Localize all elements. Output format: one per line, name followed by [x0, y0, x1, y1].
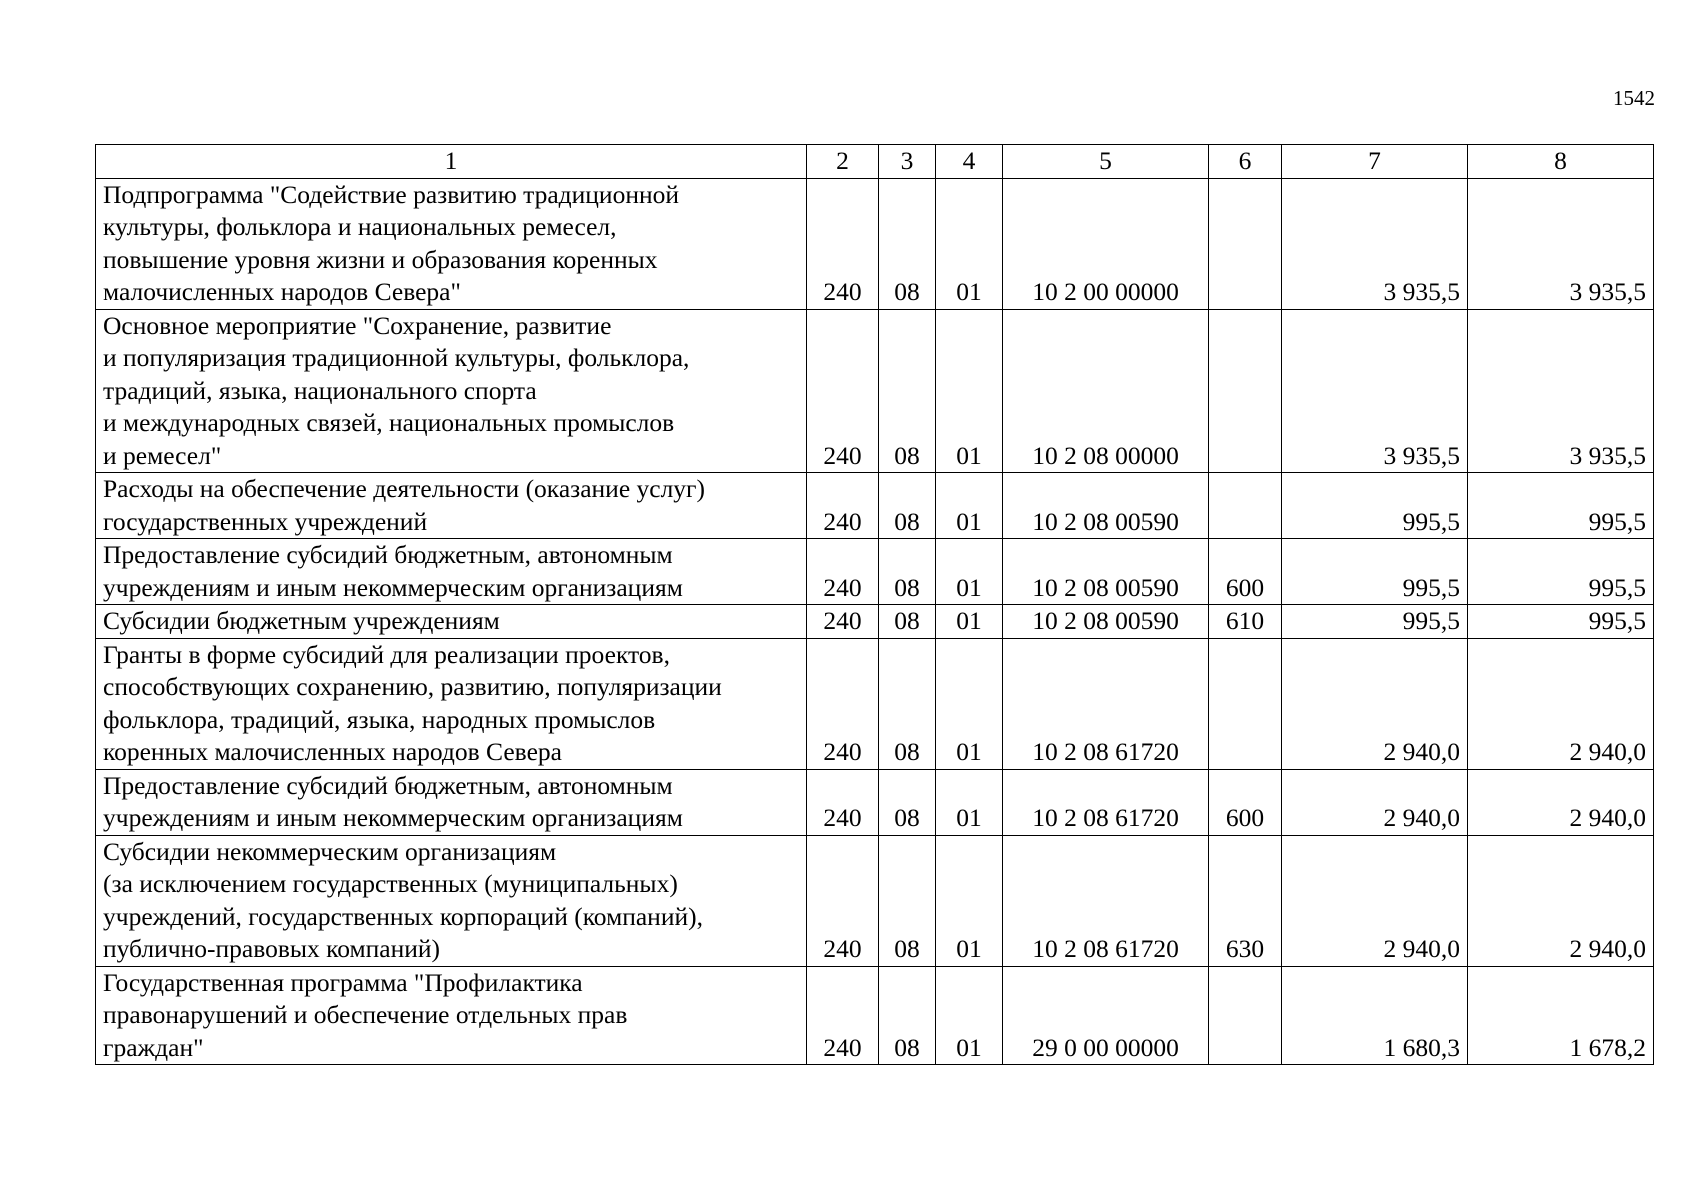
row-amount-7: 2 940,0 — [1282, 835, 1468, 966]
header-cell-col4: 4 — [936, 145, 1003, 179]
row-code-5: 10 2 08 00590 — [1003, 473, 1209, 539]
budget-table — [95, 144, 1654, 1065]
row-amount-8: 2 940,0 — [1468, 769, 1654, 835]
row-code-5: 10 2 08 61720 — [1003, 638, 1209, 769]
row-code-3: 08 — [879, 178, 936, 309]
row-name: Субсидии некоммерческим организациям (за исключением государственных (муниципальных) учреждений, государственных корпораций (компаний), публично-правовых компаний) — [96, 835, 807, 966]
row-code-3: 08 — [879, 966, 936, 1065]
row-code-2: 240 — [807, 835, 879, 966]
row-amount-7: 995,5 — [1282, 539, 1468, 605]
row-code-2: 240 — [807, 638, 879, 769]
row-code-2: 240 — [807, 539, 879, 605]
table-row — [96, 769, 1654, 835]
row-code-2: 240 — [807, 605, 879, 639]
row-code-4: 01 — [936, 835, 1003, 966]
row-code-6: 600 — [1209, 539, 1282, 605]
table-body — [96, 178, 1654, 1065]
row-name: Субсидии бюджетным учреждениям — [96, 605, 807, 639]
table-row — [96, 835, 1654, 966]
row-code-3: 08 — [879, 539, 936, 605]
row-amount-8: 995,5 — [1468, 605, 1654, 639]
row-amount-8: 3 935,5 — [1468, 309, 1654, 473]
row-amount-7: 995,5 — [1282, 605, 1468, 639]
row-name: Подпрограмма "Содействие развитию традиционной культуры, фольклора и национальных ремесел, повышение уровня жизни и образования коренных малочисленных народов Севера" — [96, 178, 807, 309]
row-code-4: 01 — [936, 178, 1003, 309]
row-amount-7: 995,5 — [1282, 473, 1468, 539]
header-cell-col1: 1 — [96, 145, 807, 179]
row-code-6: 600 — [1209, 769, 1282, 835]
row-code-5: 10 2 00 00000 — [1003, 178, 1209, 309]
header-cell-col3: 3 — [879, 145, 936, 179]
row-code-6 — [1209, 309, 1282, 473]
row-code-4: 01 — [936, 539, 1003, 605]
row-code-5: 29 0 00 00000 — [1003, 966, 1209, 1065]
table-row — [96, 605, 1654, 639]
row-amount-7: 2 940,0 — [1282, 638, 1468, 769]
table-header — [96, 145, 1654, 179]
table-row — [96, 473, 1654, 539]
row-name: Гранты в форме субсидий для реализации проектов, способствующих сохранению, развитию, популяризации фольклора, традиций, языка, народных промыслов коренных малочисленных народов Севера — [96, 638, 807, 769]
row-name: Предоставление субсидий бюджетным, автономным учреждениям и иным некоммерческим организациям — [96, 769, 807, 835]
row-code-3: 08 — [879, 605, 936, 639]
row-code-5: 10 2 08 00000 — [1003, 309, 1209, 473]
row-amount-8: 2 940,0 — [1468, 638, 1654, 769]
row-code-4: 01 — [936, 605, 1003, 639]
table-row — [96, 966, 1654, 1065]
row-name: Предоставление субсидий бюджетным, автономным учреждениям и иным некоммерческим организациям — [96, 539, 807, 605]
row-amount-8: 995,5 — [1468, 539, 1654, 605]
row-amount-7: 3 935,5 — [1282, 178, 1468, 309]
row-amount-8: 2 940,0 — [1468, 835, 1654, 966]
row-code-4: 01 — [936, 473, 1003, 539]
table-row — [96, 638, 1654, 769]
row-code-3: 08 — [879, 473, 936, 539]
table-row — [96, 178, 1654, 309]
row-code-2: 240 — [807, 769, 879, 835]
row-code-3: 08 — [879, 309, 936, 473]
row-code-6: 610 — [1209, 605, 1282, 639]
row-code-2: 240 — [807, 966, 879, 1065]
row-code-6 — [1209, 638, 1282, 769]
row-code-6 — [1209, 473, 1282, 539]
row-code-3: 08 — [879, 835, 936, 966]
row-code-6 — [1209, 178, 1282, 309]
row-code-3: 08 — [879, 638, 936, 769]
row-code-5: 10 2 08 61720 — [1003, 835, 1209, 966]
row-amount-7: 1 680,3 — [1282, 966, 1468, 1065]
row-amount-7: 3 935,5 — [1282, 309, 1468, 473]
row-code-3: 08 — [879, 769, 936, 835]
row-code-2: 240 — [807, 178, 879, 309]
header-cell-col2: 2 — [807, 145, 879, 179]
row-name: Расходы на обеспечение деятельности (оказание услуг) государственных учреждений — [96, 473, 807, 539]
table-row — [96, 309, 1654, 473]
row-code-6 — [1209, 966, 1282, 1065]
row-code-4: 01 — [936, 966, 1003, 1065]
row-code-2: 240 — [807, 309, 879, 473]
row-code-6: 630 — [1209, 835, 1282, 966]
row-code-4: 01 — [936, 309, 1003, 473]
row-amount-8: 3 935,5 — [1468, 178, 1654, 309]
row-amount-8: 1 678,2 — [1468, 966, 1654, 1065]
table-row — [96, 539, 1654, 605]
row-amount-8: 995,5 — [1468, 473, 1654, 539]
header-cell-col7: 7 — [1282, 145, 1468, 179]
row-code-4: 01 — [936, 769, 1003, 835]
row-code-5: 10 2 08 61720 — [1003, 769, 1209, 835]
row-code-2: 240 — [807, 473, 879, 539]
page-number: 1542 — [1613, 86, 1655, 110]
row-amount-7: 2 940,0 — [1282, 769, 1468, 835]
row-code-5: 10 2 08 00590 — [1003, 539, 1209, 605]
header-cell-col8: 8 — [1468, 145, 1654, 179]
header-cell-col5: 5 — [1003, 145, 1209, 179]
header-cell-col6: 6 — [1209, 145, 1282, 179]
row-name: Государственная программа "Профилактика правонарушений и обеспечение отдельных прав граждан" — [96, 966, 807, 1065]
row-name: Основное мероприятие "Сохранение, развитие и популяризация традиционной культуры, фольклора, традиций, языка, национального спорта и международных связей, национальных промыслов и ремесел" — [96, 309, 807, 473]
header-row — [96, 145, 1654, 179]
row-code-5: 10 2 08 00590 — [1003, 605, 1209, 639]
row-code-4: 01 — [936, 638, 1003, 769]
